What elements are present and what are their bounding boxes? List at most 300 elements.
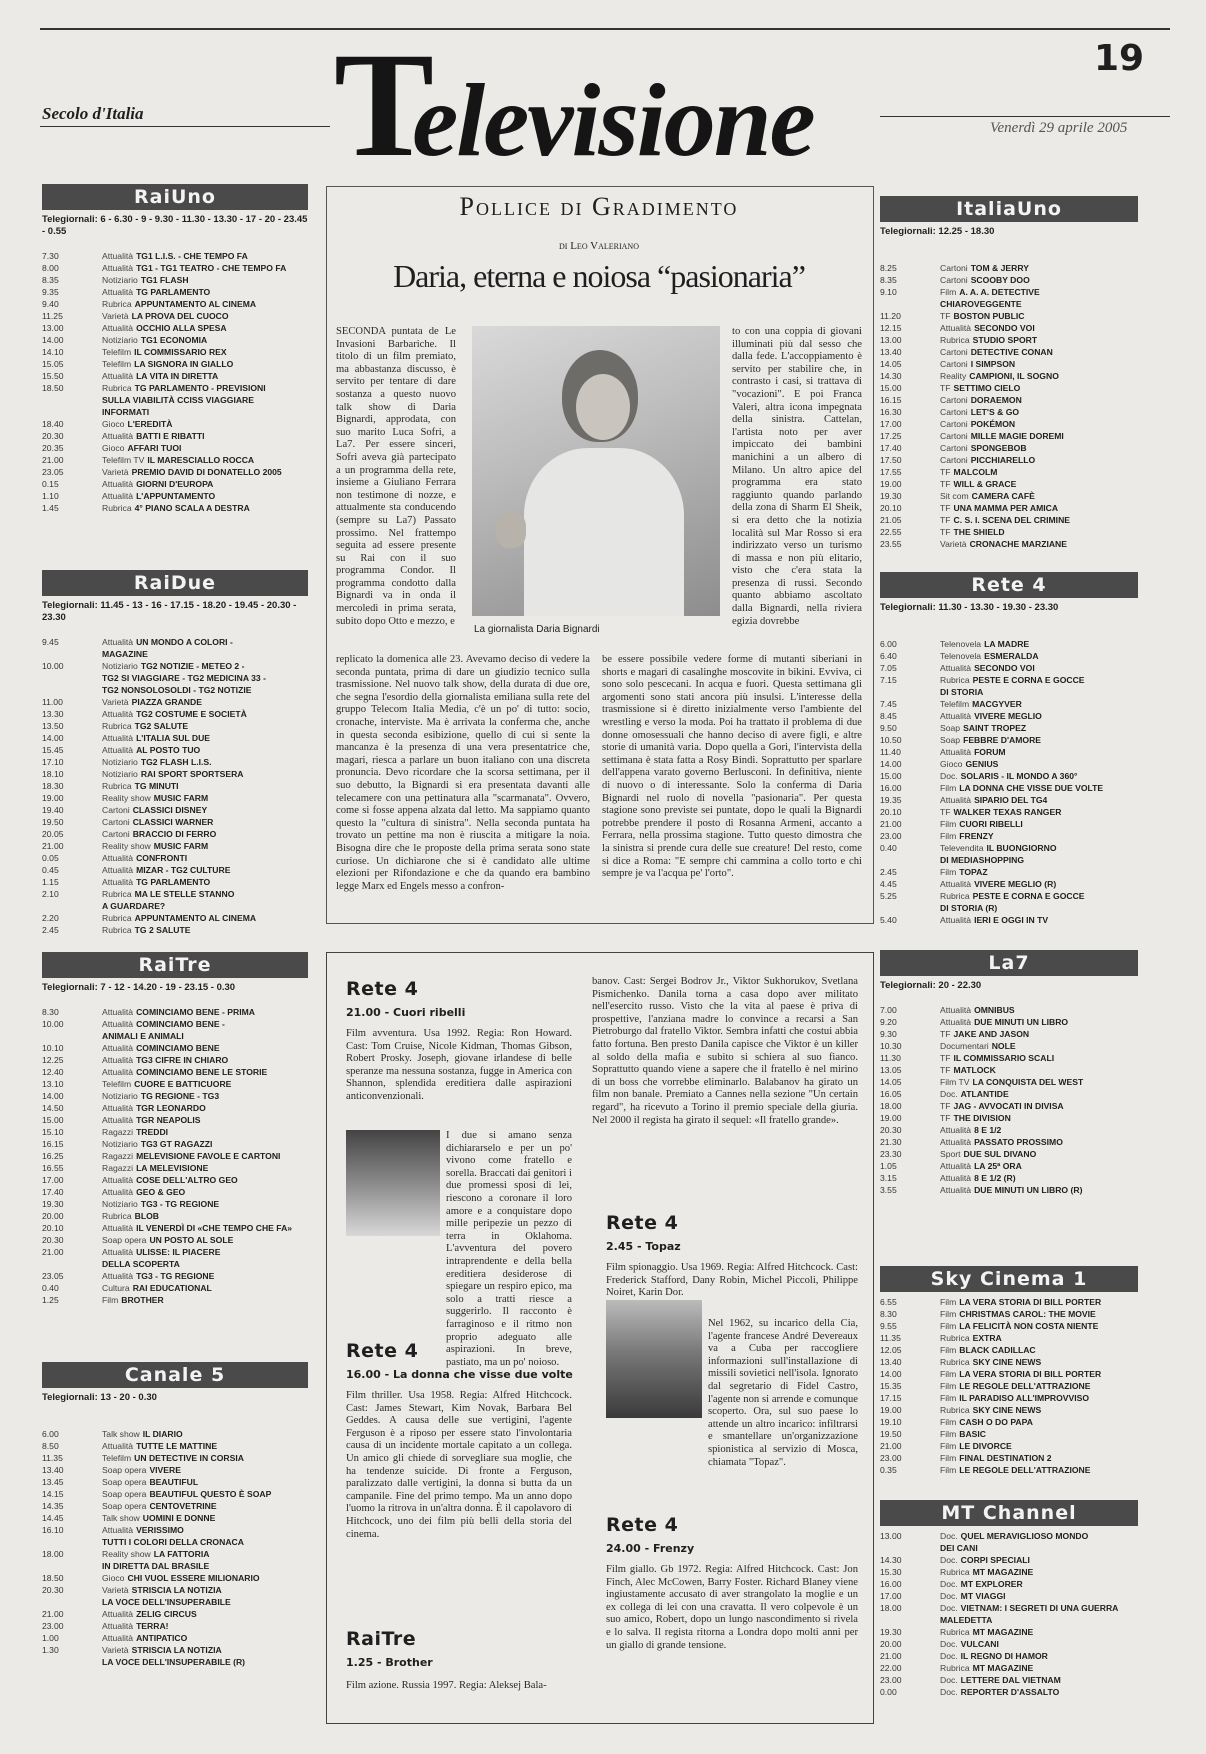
schedule-genre: Film	[940, 1297, 957, 1307]
schedule-genre: Gioco	[102, 443, 125, 453]
schedule-row	[880, 866, 1138, 878]
schedule-program: CAMERA CAFÈ	[971, 491, 1035, 501]
schedule-genre: Rubrica	[940, 1663, 970, 1673]
schedule-time: 18.00	[880, 1603, 902, 1613]
schedule-genre: Documentari	[940, 1041, 989, 1051]
schedule-program: LE REGOLE DELL'ATTRAZIONE	[959, 1465, 1091, 1475]
schedule-program: TG1 L.I.S. - CHE TEMPO FA	[136, 251, 248, 261]
schedule-row	[42, 1066, 308, 1078]
schedule-program: TG3 - TG REGIONE	[136, 1271, 215, 1281]
schedule-time: 17.55	[880, 467, 902, 477]
schedule-row	[42, 358, 308, 370]
schedule-program: TG PARLAMENTO	[136, 287, 211, 297]
schedule-program: FEBBRE D'AMORE	[963, 735, 1042, 745]
schedule-program: IL COMMISSARIO SCALI	[953, 1053, 1055, 1063]
schedule-program: WILL & GRACE	[953, 479, 1017, 489]
schedule-genre: Cultura	[102, 1283, 130, 1293]
schedule-genre: Attualità	[940, 1005, 972, 1015]
schedule-program: SPONGEBOB	[970, 443, 1027, 453]
schedule-time: 9.10	[880, 287, 897, 297]
schedule-row	[880, 1590, 1138, 1602]
review-1-channel: Rete 4	[346, 978, 419, 1000]
schedule-genre: Film	[940, 1393, 957, 1403]
schedule-genre: Attualità	[102, 1187, 134, 1197]
schedule-genre: Telefilm	[102, 1079, 132, 1089]
schedule-time: 15.05	[42, 359, 64, 369]
schedule-genre: Attualità	[940, 1161, 972, 1171]
schedule-row	[880, 1172, 1138, 1184]
schedule-program: NOLE	[991, 1041, 1016, 1051]
schedule-program: LET'S & GO	[970, 407, 1020, 417]
raitre-schedule	[42, 1006, 308, 1306]
schedule-genre: Soap opera	[102, 1235, 147, 1245]
schedule-genre: Cartoni	[940, 443, 968, 453]
schedule-genre: Ragazzi	[102, 1127, 134, 1137]
schedule-program: TG PARLAMENTO - PREVISIONI	[134, 383, 266, 393]
schedule-program: OCCHIO ALLA SPESA	[136, 323, 227, 333]
schedule-program: TG3 CIFRE IN CHIARO	[136, 1055, 229, 1065]
schedule-program: PIAZZA GRANDE	[131, 697, 202, 707]
schedule-row	[42, 816, 308, 828]
schedule-time: 0.35	[880, 1465, 897, 1475]
schedule-program: UN MONDO A COLORI -	[136, 637, 233, 647]
cuori-ribelli-photo	[346, 1130, 440, 1236]
schedule-row	[42, 1512, 308, 1524]
schedule-row	[42, 924, 308, 936]
schedule-time: 14.00	[42, 733, 64, 743]
schedule-row: TG2 SI VIAGGIARE - TG2 MEDICINA 33 -	[102, 673, 266, 683]
schedule-row	[42, 1234, 308, 1246]
schedule-program: RAI EDUCATIONAL	[132, 1283, 212, 1293]
schedule-genre: Cartoni	[940, 359, 968, 369]
schedule-program: TGR NEAPOLIS	[136, 1115, 201, 1125]
schedule-time: 13.40	[880, 1357, 902, 1367]
schedule-time: 19.50	[42, 817, 64, 827]
schedule-program: IL VENERDÌ DI «CHE TEMPO CHE FA»	[136, 1223, 293, 1233]
schedule-time: 13.00	[880, 335, 902, 345]
schedule-time: 21.05	[880, 515, 902, 525]
schedule-row	[880, 1380, 1138, 1392]
schedule-row	[42, 792, 308, 804]
schedule-genre: Attualità	[102, 1609, 134, 1619]
channel-header-la7: La7	[880, 950, 1138, 976]
schedule-row	[42, 888, 308, 900]
schedule-genre: Reality show	[102, 841, 151, 851]
schedule-program: IL REGNO DI HAMOR	[960, 1651, 1048, 1661]
review-2-title: 16.00 - La donna che visse due volte	[346, 1368, 573, 1381]
newspaper-name: Secolo d'Italia	[42, 104, 144, 123]
channel-header-raitre: RaiTre	[42, 952, 308, 978]
schedule-program: VERISSIMO	[136, 1525, 184, 1535]
schedule-row	[42, 418, 308, 430]
schedule-program: ATLANTIDE	[960, 1089, 1009, 1099]
schedule-row: DI STORIA (R)	[940, 903, 998, 913]
schedule-program: ZELIG CIRCUS	[136, 1609, 197, 1619]
review-2-channel: Rete 4	[346, 1340, 419, 1362]
schedule-row	[42, 310, 308, 322]
schedule-row	[880, 526, 1138, 538]
schedule-row	[42, 756, 308, 768]
schedule-program: BOSTON PUBLIC	[953, 311, 1025, 321]
schedule-time: 10.00	[42, 1019, 64, 1029]
schedule-time: 1.25	[42, 1295, 59, 1305]
schedule-program: MELEVISIONE FAVOLE E CARTONI	[136, 1151, 281, 1161]
schedule-genre: Doc.	[940, 1651, 958, 1661]
schedule-time: 19.00	[880, 1405, 902, 1415]
schedule-program: PESTE E CORNA E GOCCE	[972, 891, 1085, 901]
schedule-time: 20.00	[42, 1211, 64, 1221]
schedule-row	[42, 346, 308, 358]
schedule-program: UOMINI E DONNE	[142, 1513, 216, 1523]
schedule-row	[880, 418, 1138, 430]
article-col-1: SECONDA puntata de Le Invasioni Barbariche. Il titolo di un film premiato, ma abbastanza discusso, è servito per tentare di dare sostanza a questo nuovo talk show di Daria Bignardi, approdata, con suo marito Luca Sofri, a La7. Per essere sinceri, Sofri aveva già partecipato a un programma della rete, insieme a Giuliano Ferrara non testimone di nozze, e attualmente sta conducendo (sempre su La7) Passato prossimo. Nel frattempo seguita ad essere presente su Rai con il suo programma Condor. Il programma condotto dalla Bignardi va in onda il mercoledì in prima serata, subito dopo Otto e mezzo, e	[336, 326, 456, 627]
schedule-program: A. A. A. DETECTIVE	[959, 287, 1040, 297]
schedule-row	[42, 1006, 308, 1018]
schedule-genre: Doc.	[940, 1675, 958, 1685]
schedule-genre: Rubrica	[940, 891, 970, 901]
schedule-time: 17.00	[42, 1175, 64, 1185]
schedule-row	[42, 490, 308, 502]
schedule-row	[880, 1028, 1138, 1040]
schedule-row: MAGAZINE	[102, 649, 148, 659]
schedule-row	[42, 1198, 308, 1210]
schedule-time: 13.40	[880, 347, 902, 357]
schedule-time: 15.00	[880, 771, 902, 781]
mtchannel-schedule	[880, 1530, 1138, 1698]
schedule-time: 19.00	[880, 479, 902, 489]
schedule-genre: TF	[940, 311, 951, 321]
schedule-genre: Film	[940, 1441, 957, 1451]
schedule-row	[880, 1368, 1138, 1380]
schedule-genre: Cartoni	[940, 395, 968, 405]
schedule-time: 0.15	[42, 479, 59, 489]
schedule-row	[42, 1186, 308, 1198]
schedule-row	[880, 370, 1138, 382]
schedule-row	[880, 1626, 1138, 1638]
schedule-program: MA LE STELLE STANNO	[134, 889, 235, 899]
schedule-genre: Doc.	[940, 1579, 958, 1589]
channel-header-raidue: RaiDue	[42, 570, 308, 596]
la7-schedule	[880, 1004, 1138, 1196]
schedule-program: CASH O DO PAPA	[959, 1417, 1033, 1427]
schedule-genre: Attualità	[102, 263, 134, 273]
schedule-row: DELLA SCOPERTA	[102, 1259, 180, 1269]
schedule-time: 8.00	[42, 263, 59, 273]
schedule-genre: Attualità	[102, 251, 134, 261]
schedule-row	[42, 502, 308, 514]
schedule-row	[880, 830, 1138, 842]
schedule-row	[880, 1650, 1138, 1662]
schedule-time: 15.00	[880, 383, 902, 393]
schedule-row	[880, 1344, 1138, 1356]
schedule-time: 18.40	[42, 419, 64, 429]
schedule-row	[880, 638, 1138, 650]
schedule-program: L'APPUNTAMENTO	[136, 491, 216, 501]
schedule-program: CLASSICI WARNER	[132, 817, 214, 827]
channel-header-sky: Sky Cinema 1	[880, 1266, 1138, 1292]
schedule-row	[880, 1160, 1138, 1172]
schedule-genre: Attualità	[940, 795, 972, 805]
schedule-program: BEAUTIFUL	[149, 1477, 199, 1487]
schedule-time: 19.00	[880, 1113, 902, 1123]
schedule-row	[42, 1174, 308, 1186]
schedule-row	[880, 878, 1138, 890]
schedule-row	[880, 346, 1138, 358]
schedule-genre: Rubrica	[102, 781, 132, 791]
schedule-time: 10.50	[880, 735, 902, 745]
schedule-time: 8.30	[880, 1309, 897, 1319]
schedule-row	[880, 1530, 1138, 1542]
schedule-row	[42, 840, 308, 852]
schedule-time: 2.45	[42, 925, 59, 935]
schedule-genre: Doc.	[940, 1531, 958, 1541]
schedule-time: 14.30	[880, 1555, 902, 1565]
schedule-genre: Attualità	[102, 1621, 134, 1631]
schedule-program: SOLARIS - IL MONDO A 360°	[960, 771, 1078, 781]
schedule-row	[880, 1004, 1138, 1016]
schedule-genre: TF	[940, 1113, 951, 1123]
schedule-row	[880, 842, 1138, 854]
schedule-row	[880, 274, 1138, 286]
schedule-genre: Film	[940, 1309, 957, 1319]
schedule-row	[42, 780, 308, 792]
portrait-body	[524, 448, 684, 616]
schedule-time: 19.30	[880, 491, 902, 501]
schedule-time: 20.05	[42, 829, 64, 839]
schedule-time: 14.05	[880, 359, 902, 369]
schedule-row	[880, 382, 1138, 394]
schedule-row	[42, 1632, 308, 1644]
schedule-program: VULCANI	[960, 1639, 999, 1649]
schedule-row	[880, 1052, 1138, 1064]
schedule-row	[42, 1548, 308, 1560]
review-2-text: Film thriller. Usa 1958. Regia: Alfred Hitchcock. Cast: James Stewart, Kim Novak, Barbara Bel Geddes. A causa delle sue vertigini, l'agente Ferguson è a riposo per essere stato l'involontaria causa di un incidente mortale capitato a un collega. Un amico gli chiede di sorvegliare sua moglie, che ha tendenze suicide. Di fronte a Ferguson, paralizzato dalle vertigini, la donna si butta da un campanile. Fine del primo tempo. Ma un anno dopo l'uomo la ritrova in un'altra donna. È il capolavoro di Hitchcock, uno dei film più belli della storia del cinema.	[346, 1390, 572, 1540]
schedule-genre: Attualità	[940, 879, 972, 889]
schedule-time: 15.10	[42, 1127, 64, 1137]
schedule-program: LA VITA IN DIRETTA	[136, 371, 219, 381]
schedule-program: CUORI RIBELLI	[959, 819, 1023, 829]
schedule-genre: Attualità	[940, 323, 972, 333]
schedule-row	[880, 1112, 1138, 1124]
schedule-program: IL MARESCIALLO ROCCA	[147, 455, 255, 465]
schedule-genre: Film	[940, 1429, 957, 1439]
raiuno-tg: Telegiornali: 6 - 6.30 - 9 - 9.30 - 11.30 - 13.30 - 17 - 20 - 23.45 - 0.55	[42, 214, 308, 237]
schedule-time: 7.45	[880, 699, 897, 709]
schedule-time: 17.00	[880, 419, 902, 429]
schedule-row	[42, 804, 308, 816]
schedule-genre: Soap opera	[102, 1477, 147, 1487]
schedule-row	[880, 698, 1138, 710]
schedule-row	[880, 1416, 1138, 1428]
schedule-genre: Attualità	[940, 1017, 972, 1027]
schedule-time: 21.00	[880, 1441, 902, 1451]
review-5-text: Film giallo. Gb 1972. Regia: Alfred Hitchcock. Cast: Jon Finch, Alec McCowen, Barry Foster. Richard Blaney viene ingiustamente accusato di aver strangolato la moglie e un ex collega di lei con una cravatta. Il vero colpevole è un suo amico, Robert, dopo un lungo nascondimento si rivela e lo salva. Il regista ritorna a Londra dopo molti anni per un giallo di grande tensione.	[606, 1564, 858, 1651]
schedule-genre: Ragazzi	[102, 1151, 134, 1161]
schedule-row	[42, 636, 308, 648]
schedule-genre: Attualità	[102, 1115, 134, 1125]
schedule-genre: Cartoni	[102, 805, 130, 815]
schedule-time: 17.50	[880, 455, 902, 465]
schedule-genre: Telefilm	[940, 699, 970, 709]
schedule-time: 9.40	[42, 299, 59, 309]
raidue-tg: Telegiornali: 11.45 - 13 - 16 - 17.15 - 18.20 - 19.45 - 20.30 - 23.30	[42, 600, 297, 623]
schedule-time: 13.05	[880, 1065, 902, 1075]
schedule-genre: Telefilm	[102, 347, 132, 357]
schedule-row	[42, 250, 308, 262]
schedule-time: 10.00	[42, 661, 64, 671]
schedule-time: 19.35	[880, 795, 902, 805]
schedule-time: 22.55	[880, 527, 902, 537]
schedule-genre: Varietà	[102, 697, 129, 707]
schedule-row	[880, 662, 1138, 674]
schedule-genre: Rubrica	[940, 1357, 970, 1367]
schedule-genre: Doc.	[940, 1591, 958, 1601]
schedule-time: 1.05	[880, 1161, 897, 1171]
schedule-time: 9.35	[42, 287, 59, 297]
schedule-program: LA PROVA DEL CUOCO	[131, 311, 229, 321]
schedule-genre: Telefilm TV	[102, 455, 145, 465]
schedule-program: UN DETECTIVE IN CORSIA	[134, 1453, 244, 1463]
schedule-genre: Cartoni	[940, 275, 968, 285]
schedule-genre: Sport	[940, 1149, 961, 1159]
schedule-genre: Cartoni	[102, 817, 130, 827]
schedule-row	[880, 1464, 1138, 1476]
schedule-genre: Attualità	[102, 709, 134, 719]
schedule-genre: Cartoni	[940, 455, 968, 465]
schedule-row	[42, 1282, 308, 1294]
schedule-genre: Attualità	[940, 1125, 972, 1135]
schedule-genre: Doc.	[940, 1555, 958, 1565]
schedule-row	[880, 1356, 1138, 1368]
schedule-row	[880, 722, 1138, 734]
schedule-time: 11.35	[880, 1333, 901, 1343]
schedule-row	[880, 1638, 1138, 1650]
schedule-program: TG3 - TG REGIONE	[140, 1199, 220, 1209]
schedule-time: 19.00	[42, 793, 64, 803]
schedule-row	[880, 1076, 1138, 1088]
schedule-program: VIVERE	[149, 1465, 181, 1475]
schedule-genre: Attualità	[102, 637, 134, 647]
schedule-time: 15.35	[880, 1381, 902, 1391]
schedule-genre: Attualità	[102, 491, 134, 501]
schedule-row	[880, 1184, 1138, 1196]
schedule-time: 0.40	[880, 843, 897, 853]
schedule-genre: Notiziario	[102, 275, 138, 285]
schedule-row	[42, 1078, 308, 1090]
schedule-genre: TF	[940, 1101, 951, 1111]
schedule-row	[42, 744, 308, 756]
masthead-rest: elevisione	[412, 63, 814, 178]
schedule-row	[42, 1246, 308, 1258]
schedule-time: 3.15	[880, 1173, 897, 1183]
schedule-program: ESMERALDA	[984, 651, 1039, 661]
schedule-genre: Varietà	[102, 467, 129, 477]
schedule-program: APPUNTAMENTO AL CINEMA	[134, 299, 257, 309]
schedule-genre: Varietà	[102, 1645, 129, 1655]
schedule-row	[42, 1222, 308, 1234]
schedule-row	[880, 286, 1138, 298]
schedule-time: 20.10	[880, 807, 902, 817]
schedule-time: 16.15	[880, 395, 902, 405]
schedule-time: 23.00	[880, 831, 902, 841]
schedule-program: LA FATTORIA	[153, 1549, 210, 1559]
schedule-time: 9.45	[42, 637, 59, 647]
schedule-program: CRONACHE MARZIANE	[969, 539, 1067, 549]
schedule-program: SKY CINE NEWS	[972, 1357, 1042, 1367]
schedule-row	[880, 1674, 1138, 1686]
schedule-genre: Film TV	[940, 1077, 970, 1087]
schedule-row	[880, 650, 1138, 662]
schedule-genre: Attualità	[102, 1043, 134, 1053]
schedule-genre: Telenovela	[940, 639, 982, 649]
schedule-time: 12.05	[880, 1345, 902, 1355]
schedule-program: MACGYVER	[972, 699, 1022, 709]
schedule-row	[42, 1054, 308, 1066]
schedule-genre: TF	[940, 807, 951, 817]
schedule-program: SIPARIO DEL TG4	[974, 795, 1048, 805]
schedule-row	[880, 890, 1138, 902]
photo-caption: La giornalista Daria Bignardi	[474, 624, 600, 635]
schedule-row	[880, 734, 1138, 746]
schedule-program: MUSIC FARM	[153, 841, 209, 851]
schedule-row	[880, 1320, 1138, 1332]
schedule-row	[42, 286, 308, 298]
schedule-program: L'EREDITÀ	[127, 419, 173, 429]
schedule-genre: Film	[940, 831, 957, 841]
schedule-genre: Attualità	[102, 1247, 134, 1257]
schedule-row: TG2 NONSOLOSOLDI - TG2 NOTIZIE	[102, 685, 252, 695]
schedule-time: 23.55	[880, 539, 902, 549]
schedule-row	[42, 1488, 308, 1500]
schedule-genre: Attualità	[102, 1223, 134, 1233]
column-title: Pollice di Gradimento	[459, 192, 739, 221]
schedule-genre: Attualità	[102, 853, 134, 863]
schedule-row	[42, 1162, 308, 1174]
schedule-genre: Film	[940, 783, 957, 793]
schedule-time: 14.00	[42, 335, 64, 345]
review-4-text-2: Nel 1962, su incarico della Cia, l'agente francese André Devereaux va a Cuba per raccogliere informazioni sull'installazione di missili sovietici nell'isola. Ignorato dal segretario di Fidel Castro, l'agente non si arrende e comunque scoperto. Ora, sul suo paese lo attende un altro incarico: infiltrarsi e smantellare un'organizzazione spionistica al servizio di Mosca, chiamata "Topaz".	[708, 1318, 858, 1468]
schedule-genre: Attualità	[102, 1633, 134, 1643]
schedule-genre: Attualità	[102, 865, 134, 875]
schedule-time: 17.40	[42, 1187, 64, 1197]
schedule-program: FRENZY	[959, 831, 994, 841]
schedule-program: TERRA!	[136, 1621, 169, 1631]
schedule-program: 8 E 1/2	[974, 1125, 1002, 1135]
schedule-time: 3.55	[880, 1185, 897, 1195]
schedule-time: 23.00	[880, 1453, 902, 1463]
schedule-time: 21.00	[42, 1609, 64, 1619]
schedule-genre: TF	[940, 1029, 951, 1039]
schedule-time: 18.00	[880, 1101, 902, 1111]
schedule-genre: Notiziario	[102, 1091, 138, 1101]
schedule-program: TUTTE LE MATTINE	[136, 1441, 218, 1451]
schedule-program: TG2 NOTIZIE - METEO 2 -	[140, 661, 245, 671]
schedule-row	[42, 1428, 308, 1440]
schedule-genre: Rubrica	[940, 675, 970, 685]
page-number: 19	[1094, 38, 1145, 79]
schedule-row	[880, 514, 1138, 526]
italiauno-tg: Telegiornali: 12.25 - 18.30	[880, 226, 995, 237]
schedule-genre: Gioco	[940, 759, 963, 769]
schedule-program: IL DIARIO	[142, 1429, 183, 1439]
schedule-row	[42, 1452, 308, 1464]
schedule-program: MALCOLM	[953, 467, 998, 477]
article-col-3: replicato la domenica alle 23. Avevamo deciso di vedere la seconda puntata, prima di dare un giudizio tecnico sulla trasmissione. Nel nuovo talk show, della durata di due ore, che segna l'esordio della giornalista emiliana sulla rete del gruppo Telecom Italia Media, c'è un po' di tutto: socio, cronache, interviste. Ma è arrivata la conferma che, anche in questa seconda esibizione, quello di cui si sente la mancanza è la presenza di una vera presentatrice che, magari, riesca a parlare un buon italiano con una discreta pronuncia. Devo ricordare che la scorsa settimana, per il suo debutto, la Bignardi si era presentata davanti alle telecamere con una pettinatura alla "scarmanata". Ovvero, come si fosse appena alzata dal letto. Ma sappiamo quanto questo la "cultura di sinistra". Nella seconda puntata ha trovato un pettine ma non è riuscita a mitigare la noia. Bisogna dire che le proposte della prima serata sono state curiose. Un dichiarone che si è candidato alle ultime elezioni per Rifondazione e che da quando era bambino legge Marx ed Engels messo a confron-	[336, 654, 590, 892]
schedule-row	[42, 828, 308, 840]
schedule-program: STRISCIA LA NOTIZIA	[131, 1585, 222, 1595]
schedule-row	[880, 310, 1138, 322]
schedule-program: PASSATO PROSSIMO	[974, 1137, 1063, 1147]
